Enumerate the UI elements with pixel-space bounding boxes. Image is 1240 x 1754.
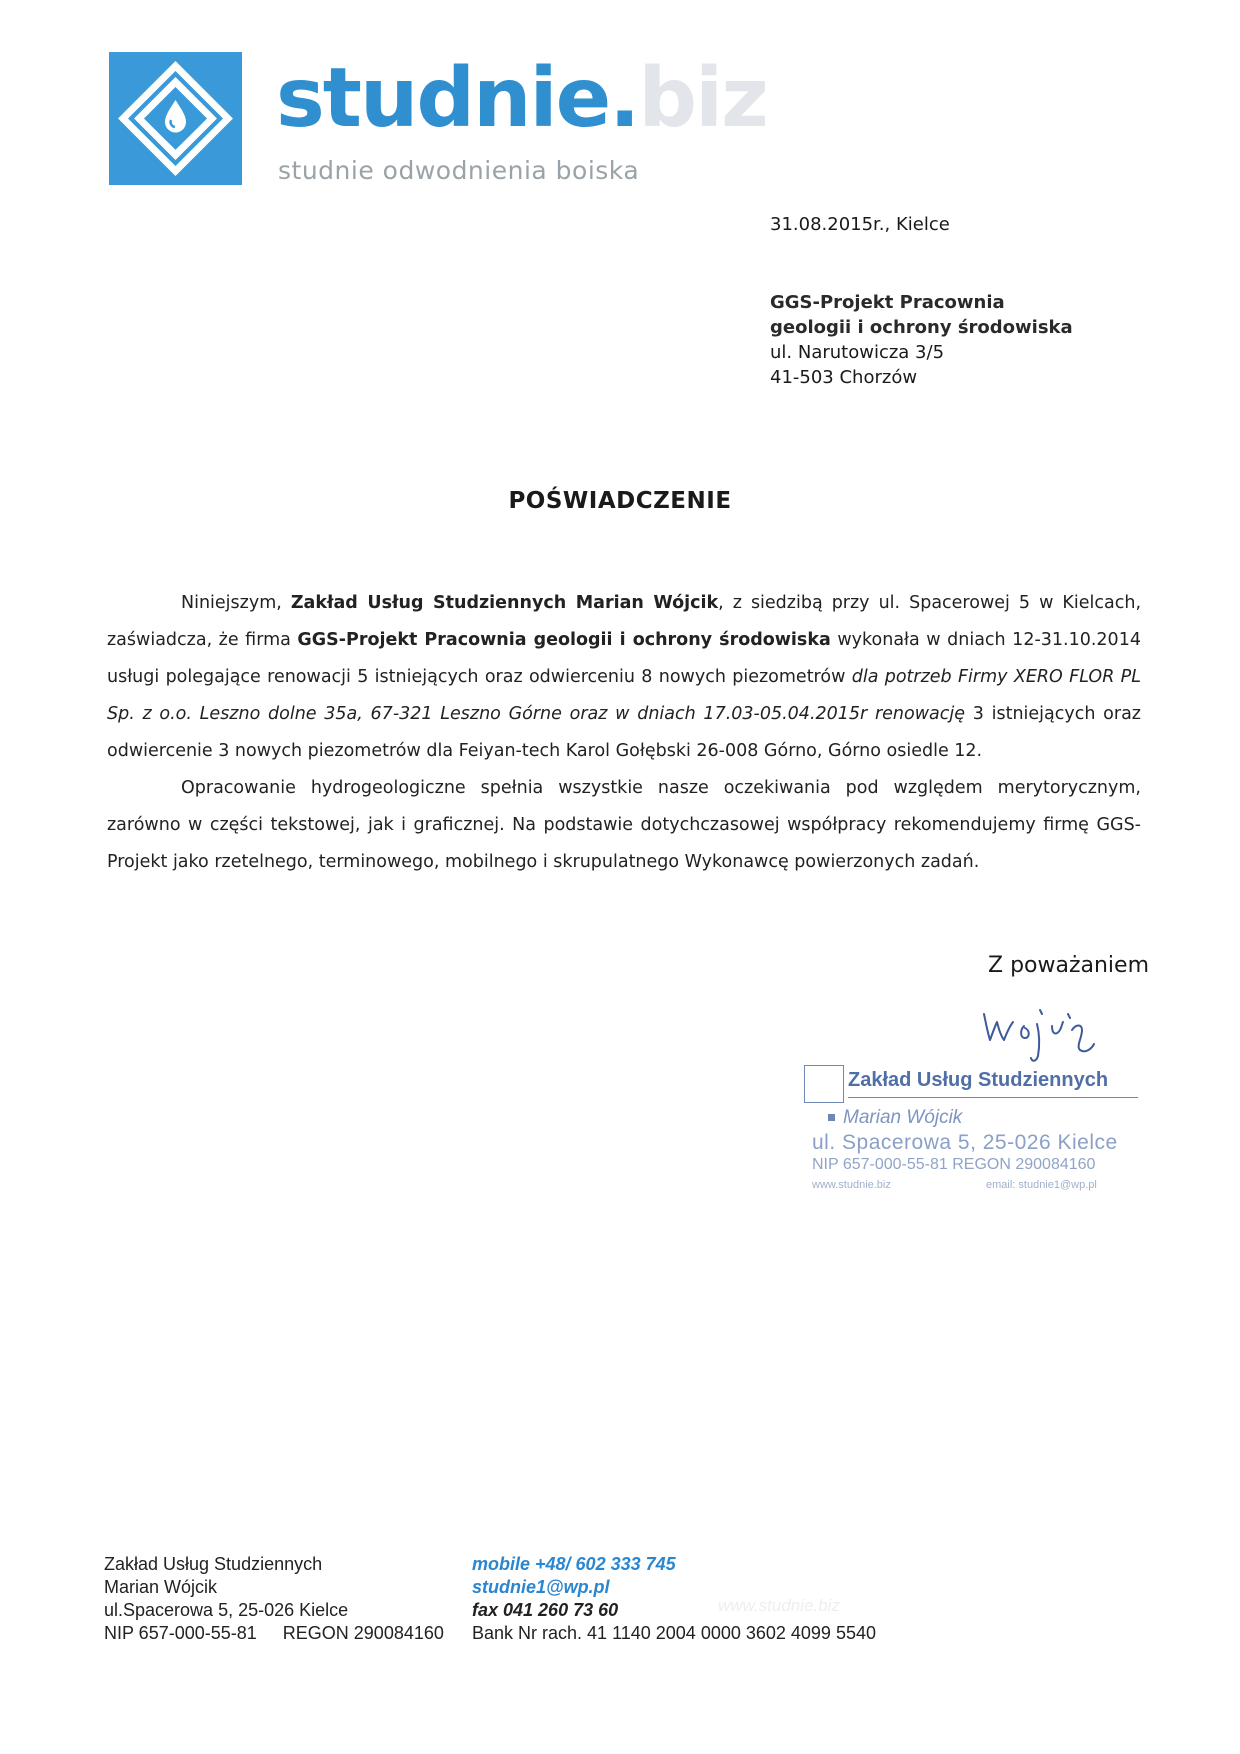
document-title: POŚWIADCZENIE bbox=[508, 488, 732, 514]
p1-segment-7: 3 istniejących oraz odwiercenie 3 nowych piezometrów dla Feiyan-tech Karol Gołębski 26-008 Górno, Górno osiedle 12. bbox=[107, 704, 1141, 761]
company-logo-icon bbox=[109, 52, 242, 185]
logo-word-main: studnie. bbox=[276, 51, 639, 146]
p1-company-name: Zakład Usług Studziennych Marian Wójcik bbox=[290, 593, 719, 613]
stamp-line-2 bbox=[828, 1107, 962, 1129]
p1-segment-3: , z siedzibą przy ul. Spacerowej 5 w Kielcach, zaświadcza, że firma bbox=[107, 593, 1142, 650]
stamp-line-4: NIP 657-000-55-81 REGON 290084160 bbox=[812, 1156, 1096, 1173]
footer-fax: fax 041 260 73 60 bbox=[472, 1600, 619, 1620]
footer-bank-account: Bank Nr rach. 41 1140 2004 0000 3602 4099 5540 bbox=[472, 1623, 876, 1643]
footer-email[interactable]: studnie1@wp.pl bbox=[472, 1577, 610, 1597]
p1-segment-1: Niniejszym, bbox=[181, 593, 282, 613]
footer-person: Marian Wójcik bbox=[104, 1577, 218, 1597]
stamp-person: Marian Wójcik bbox=[843, 1107, 963, 1128]
footer-website[interactable]: www.studnie.biz bbox=[718, 1596, 840, 1615]
stamp-line-3: ul. Spacerowa 5, 25-026 Kielce bbox=[812, 1131, 1118, 1154]
stamp-divider bbox=[848, 1097, 1138, 1098]
handwritten-signature bbox=[980, 1000, 1125, 1070]
footer-tax-ids bbox=[104, 1622, 444, 1645]
recipient-line-2: geologii i ochrony środowiska bbox=[770, 317, 1073, 338]
logo-tagline: studnie odwodnienia boiska bbox=[278, 156, 640, 185]
logo-word-faded: biz bbox=[638, 51, 767, 146]
stamp-box bbox=[804, 1065, 844, 1103]
diamond-drop-icon bbox=[109, 52, 242, 185]
stamp-line-5-right: email: studnie1@wp.pl bbox=[986, 1179, 1097, 1191]
footer-nip: NIP 657-000-55-81 bbox=[104, 1623, 257, 1643]
body-paragraph-1 bbox=[107, 585, 1141, 770]
p1-italic-segment: dla potrzeb Firmy XERO FLOR PL Sp. z o.o. Leszno dolne 35a, 67-321 Leszno Górne oraz w dniach 17.03-05.04.2015r renowację bbox=[107, 667, 1141, 724]
footer-company: Zakład Usług Studziennych bbox=[104, 1554, 323, 1574]
recipient-line-3: ul. Narutowicza 3/5 bbox=[770, 342, 945, 363]
recipient-line-4: 41-503 Chorzów bbox=[770, 367, 918, 388]
logo-wordmark bbox=[276, 51, 767, 146]
letter-body bbox=[107, 585, 1141, 881]
recipient-address bbox=[770, 290, 1073, 390]
closing-salutation: Z poważaniem bbox=[988, 953, 1150, 978]
footer-mobile: mobile +48/ 602 333 745 bbox=[472, 1554, 676, 1574]
stamp-line-1: Zakład Usług Studziennych bbox=[848, 1069, 1109, 1091]
footer-address: ul.Spacerowa 5, 25-026 Kielce bbox=[104, 1600, 349, 1620]
p1-firm-name: GGS-Projekt Pracownia geologii i ochrony środowiska bbox=[297, 630, 831, 650]
company-stamp bbox=[804, 1065, 1140, 1205]
recipient-line-1: GGS-Projekt Pracownia bbox=[770, 292, 1005, 313]
footer-regon: REGON 290084160 bbox=[282, 1623, 444, 1643]
stamp-line-5-left: www.studnie.biz bbox=[812, 1179, 891, 1191]
letter-date: 31.08.2015r., Kielce bbox=[770, 214, 950, 235]
square-bullet-icon bbox=[828, 1114, 835, 1121]
p1-segment-5: wykonała w dniach 12-31.10.2014 usługi polegające renowacji 5 istniejących oraz odwierceniu 8 nowych piezometrów bbox=[107, 630, 1141, 687]
footer-company-info bbox=[104, 1553, 444, 1645]
body-paragraph-2: Opracowanie hydrogeologiczne spełnia wszystkie nasze oczekiwania pod względem merytorycznym, zarówno w części tekstowej, jak i graficznej. Na podstawie dotychczasowej współpracy rekomendujemy firmę GGS-Projekt jako rzetelnego, terminowego, mobilnego i skrupulatnego Wykonawcę powierzonych zadań. bbox=[107, 778, 1141, 872]
